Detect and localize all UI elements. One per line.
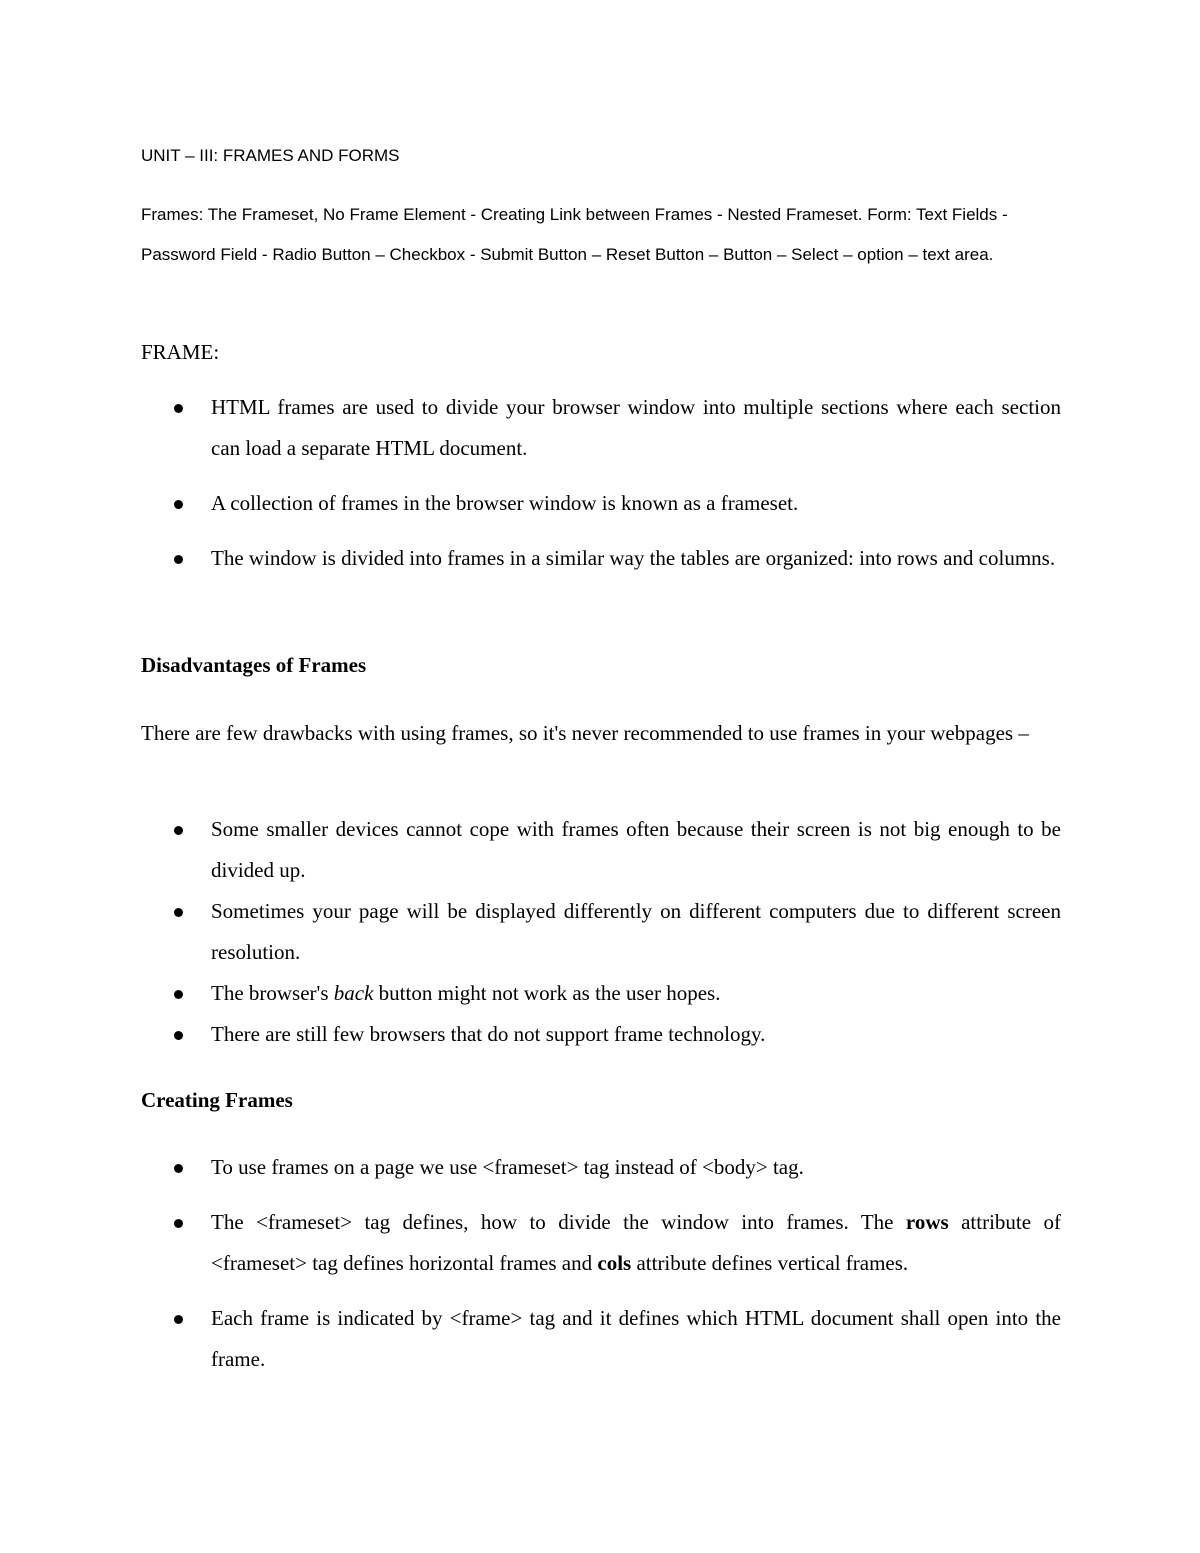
cols-keyword: cols	[597, 1251, 632, 1275]
disadvantages-heading: Disadvantages of Frames	[141, 653, 367, 677]
frame-bullet-list	[141, 387, 1061, 593]
bullet-icon	[174, 404, 183, 413]
bullet-icon	[174, 1031, 183, 1040]
disadvantages-bullet-list	[141, 809, 1061, 1055]
bullet-icon	[174, 826, 183, 835]
bullet-text-start: The browser's	[211, 981, 334, 1005]
bullet-text: To use frames on a page we use <frameset> tag instead of <body> tag.	[211, 1155, 804, 1179]
creating-frames-heading: Creating Frames	[141, 1088, 293, 1112]
bullet-text: There are still few browsers that do not support frame technology.	[211, 1022, 766, 1046]
list-item	[141, 1014, 1061, 1055]
bullet-text: Each frame is indicated by <frame> tag and it defines which HTML document shall open into the frame.	[211, 1306, 1061, 1371]
syllabus-text: Frames: The Frameset, No Frame Element - Creating Link between Frames - Nested Frameset. Form: Text Fields - Password Field - Radio Button – Checkbox - Submit Button – Reset Button – Button – Select – option – text area.	[141, 205, 1008, 264]
list-item	[141, 387, 1061, 469]
bullet-text: HTML frames are used to divide your browser window into multiple sections where each section can load a separate HTML document.	[211, 395, 1061, 460]
list-item	[141, 973, 1061, 1014]
bullet-text-end: button might not work as the user hopes.	[373, 981, 721, 1005]
list-item	[141, 538, 1061, 579]
bullet-text: Some smaller devices cannot cope with frames often because their screen is not big enough to be divided up.	[211, 817, 1061, 882]
bullet-text: Sometimes your page will be displayed differently on different computers due to different screen resolution.	[211, 899, 1061, 964]
bullet-text: A collection of frames in the browser window is known as a frameset.	[211, 491, 799, 515]
bullet-icon	[174, 500, 183, 509]
list-item	[141, 1202, 1061, 1284]
bullet-icon	[174, 1219, 183, 1228]
back-emphasis: back	[333, 981, 374, 1005]
rows-keyword: rows	[905, 1210, 949, 1234]
bullet-text: The window is divided into frames in a similar way the tables are organized: into rows and columns.	[211, 546, 1056, 570]
list-item	[141, 1298, 1061, 1380]
bullet-text-part-2: attribute of <frameset> tag defines horizontal frames and	[211, 1210, 1062, 1275]
list-item	[141, 809, 1061, 891]
bullet-text-part-3: attribute defines vertical frames.	[631, 1251, 909, 1275]
bullet-icon	[174, 555, 183, 564]
bullet-icon	[174, 1315, 183, 1324]
frame-heading: FRAME:	[141, 340, 220, 364]
bullet-text-part-1: The <frameset> tag defines, how to divide the window into frames. The	[211, 1210, 906, 1234]
list-item	[141, 1147, 1061, 1188]
bullet-icon	[174, 908, 183, 917]
unit-title: UNIT – III: FRAMES AND FORMS	[141, 146, 400, 165]
list-item	[141, 891, 1061, 973]
creating-frames-bullet-list	[141, 1147, 1061, 1394]
list-item	[141, 483, 1061, 524]
bullet-icon	[174, 1164, 183, 1173]
disadvantages-intro: There are few drawbacks with using frames, so it's never recommended to use frames in your webpages –	[141, 721, 1029, 745]
bullet-icon	[174, 990, 183, 999]
